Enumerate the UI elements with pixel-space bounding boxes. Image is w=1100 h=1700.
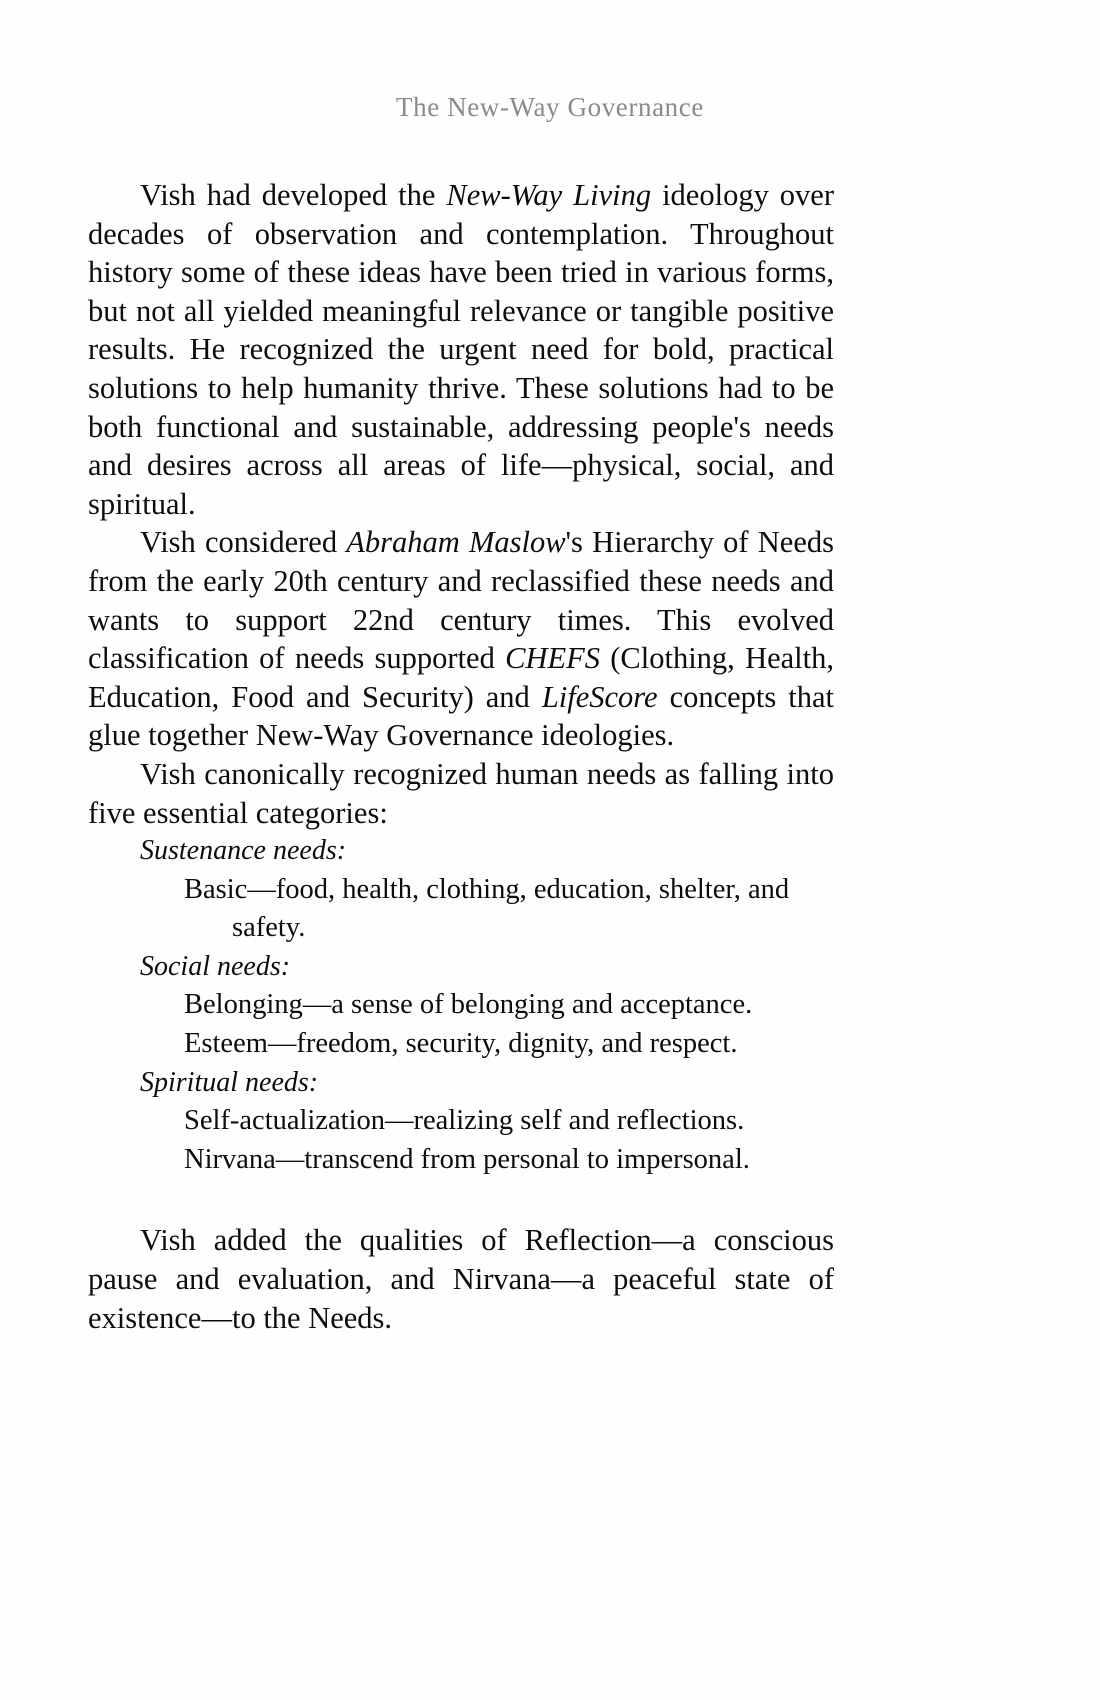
running-header: The New-Way Governance (396, 92, 704, 122)
needs-item-esteem: Esteem—freedom, security, dignity, and respect. (184, 1028, 738, 1060)
paragraph-1-segment-1: Vish had developed the (140, 178, 447, 212)
needs-item-belonging: Belonging—a sense of belonging and acceptance. (184, 989, 753, 1021)
needs-item-self-actualization: Self-actualization—realizing self and reflections. (184, 1105, 745, 1137)
needs-group-label-sustenance: Sustenance needs: (140, 835, 347, 867)
paragraph-1-italic-new-way-living: New-Way Living (446, 178, 652, 212)
paragraph-2-segment-2: 's Hierarchy of Needs from the early 20th century and reclassified these needs and wants to support 22nd century times. This evolved classification of needs supported (88, 525, 834, 676)
paragraph-2-italic-chefs: CHEFS (505, 641, 600, 676)
paragraph-3: Vish canonically recognized human needs as falling into five essential categories: (88, 756, 834, 830)
page-text-block (88, 176, 834, 1337)
paragraph-2-segment-4: concepts that glue together New-Way Governance ideologies. (88, 679, 834, 753)
needs-item-nirvana: Nirvana—transcend from personal to impersonal. (184, 1143, 750, 1175)
paragraph-1-segment-2: ideology over decades of observation and contemplation. Throughout history some of these ideas have been tried in various forms, but not all yielded meaningful relevance or tangible positive results. He recognized the urgent need for bold, practical solutions to help humanity thrive. These solutions had to be both functional and sustainable, addressing people's needs and desires across all areas of life—physical, social, and spiritual. (88, 178, 834, 521)
needs-group-label-spiritual: Spiritual needs: (140, 1066, 319, 1098)
paragraph-2-segment-3: (Clothing, Health, Education, Food and Security) and (88, 641, 834, 714)
paragraph-2 (88, 523, 834, 755)
paragraph-2-italic-lifescore: LifeScore (541, 679, 658, 714)
needs-category-list (88, 832, 834, 1179)
paragraph-2-italic-abraham-maslow: Abraham Maslow (346, 525, 566, 560)
paragraph-1 (88, 176, 834, 523)
paragraph-spacer (88, 1179, 834, 1221)
needs-item-basic: Basic—food, health, clothing, education, shelter, and safety. (184, 873, 790, 944)
needs-group-label-social: Social needs: (140, 950, 291, 982)
paragraph-4: Vish added the qualities of Reflection—a conscious pause and evaluation, and Nirvana—a peaceful state of existence—to the Needs. (88, 1223, 834, 1335)
paragraph-2-segment-1: Vish considered (140, 525, 347, 560)
